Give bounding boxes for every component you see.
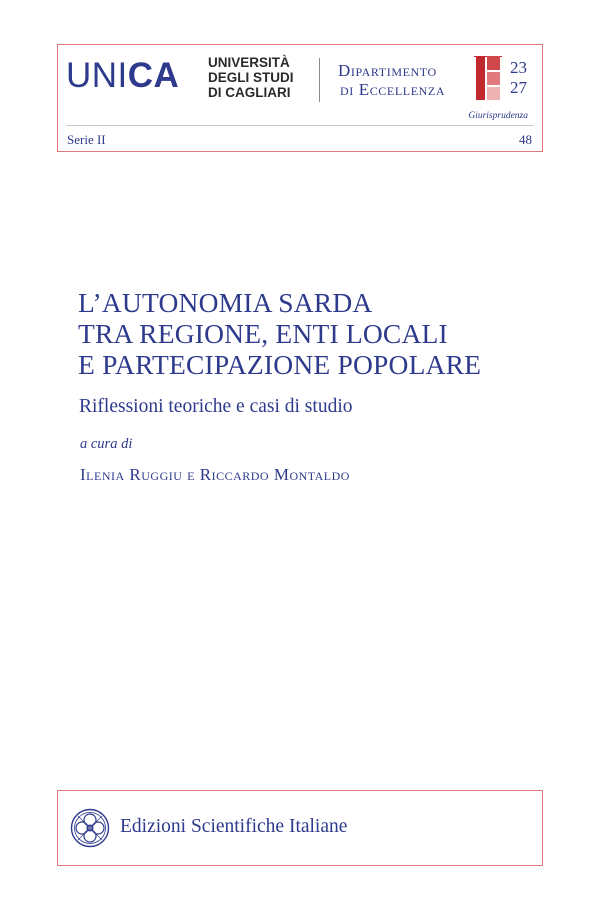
book-title — [78, 287, 481, 380]
publisher-name: Edizioni Scientifiche Italiane — [120, 816, 348, 837]
university-name-line-2: DEGLI STUDI — [208, 70, 294, 85]
unica-logo-uni: UNI — [66, 56, 128, 95]
unica-logo-ca: CA — [127, 56, 180, 95]
year-end: 27 — [510, 78, 527, 97]
excellence-years — [510, 58, 527, 98]
book-title-line-1: L’AUTONOMIA SARDA — [78, 287, 373, 318]
excellence-bars-icon — [476, 56, 500, 100]
book-subtitle: Riflessioni teoriche e casi di studio — [79, 396, 353, 417]
edited-by-label: a cura di — [80, 436, 133, 452]
department-area: Giurisprudenza — [468, 111, 528, 121]
unica-logo — [66, 58, 179, 93]
book-title-line-3: E PARTECIPAZIONE POPOLARE — [78, 349, 482, 380]
department-name-line-1: Dipartimento — [338, 61, 437, 80]
publisher-box — [57, 790, 543, 866]
book-title-line-2: TRA REGIONE, ENTI LOCALI — [78, 318, 448, 349]
department-name — [338, 61, 445, 99]
university-name-line-3: DI CAGLIARI — [208, 85, 291, 100]
university-name — [208, 55, 294, 100]
series-header-box — [57, 44, 543, 152]
year-start: 23 — [510, 58, 527, 77]
series-label: Serie II — [67, 132, 106, 147]
department-name-line-2: di Eccellenza — [340, 80, 446, 99]
header-divider — [319, 58, 320, 102]
editors-names: Ilenia Ruggiu e Riccardo Montaldo — [80, 465, 350, 484]
volume-number: 48 — [519, 132, 532, 147]
knot-emblem-icon — [70, 808, 110, 848]
university-name-line-1: UNIVERSITÀ — [208, 55, 290, 70]
header-rule — [66, 125, 534, 126]
